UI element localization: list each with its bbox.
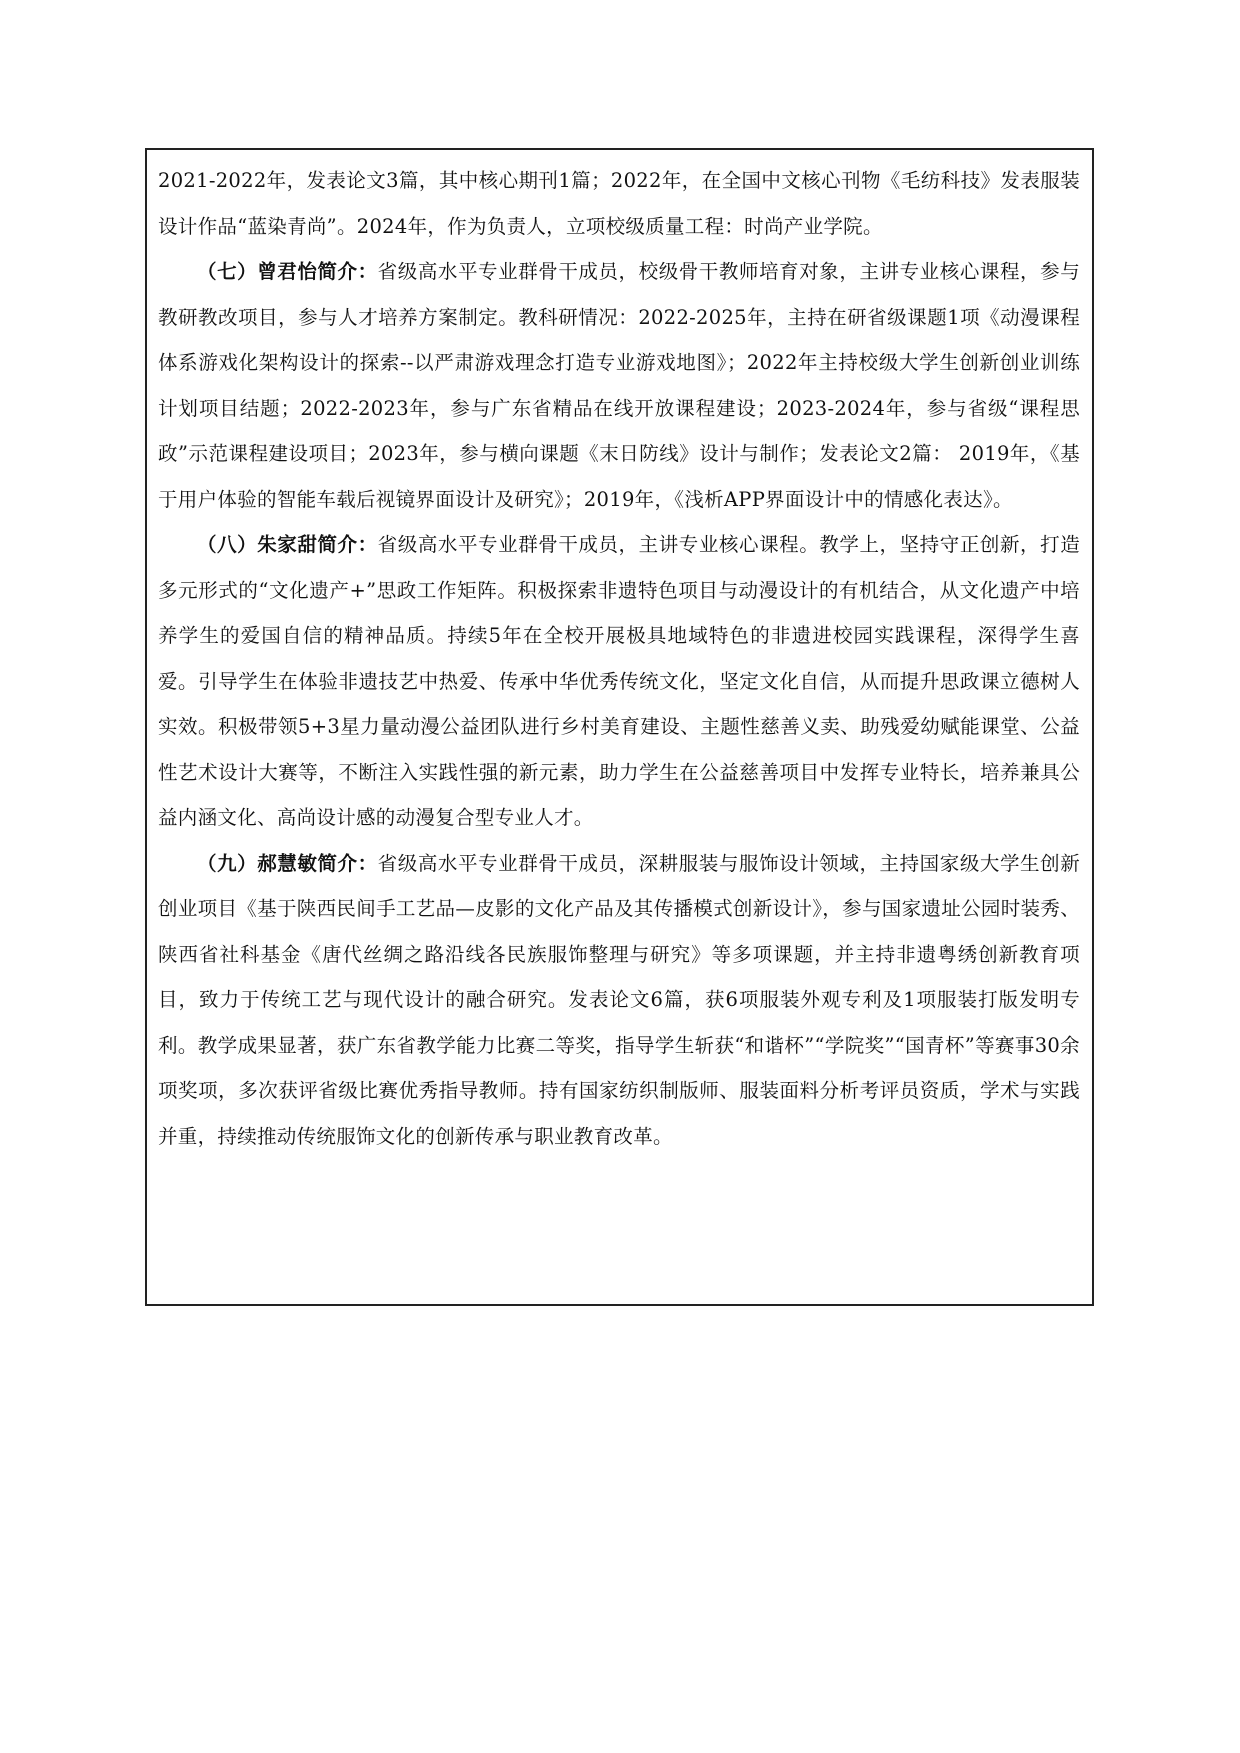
paragraph-heading: （八）朱家甜简介： <box>197 533 378 556</box>
content-table-cell <box>145 148 1094 1306</box>
paragraph-text: 2021-2022年，发表论文3篇，其中核心期刊1篇；2022年，在全国中文核心刊物《毛纺科技》发表服装设计作品“蓝染青尚”。2024年，作为负责人，立项校级质量工程：时尚产业学院。 <box>158 169 1080 238</box>
paragraph-heading: （九）郝慧敏简介： <box>197 851 378 875</box>
paragraph-text: 省级高水平专业群骨干成员，深耕服装与服饰设计领域，主持国家级大学生创新创业项目《基于陕西民间手工艺品—皮影的文化产品及其传播模式创新设计》，参与国家遗址公园时装秀、陕西省社科基金《唐代丝绸之路沿线各民族服饰整理与研究》等多项课题，并主持非遗粤绣创新教育项目，致力于传统工艺与现代设计的融合研究。发表论文6篇，获6项服装外观专利及1项服装打版发明专利。教学成果显著，获广东省教学能力比赛二等奖，指导学生斩获“和谐杯”“学院奖”“国青杯”等赛事30余项奖项，多次获评省级比赛优秀指导教师。持有国家纺织制版师、服装面料分析考评员资质，学术与实践并重，持续推动传统服饰文化的创新传承与职业教育改革。 <box>158 851 1080 1148</box>
paragraph-zeng-junyi <box>158 249 1080 522</box>
paragraph-continuation <box>158 158 1080 249</box>
paragraph-text: 省级高水平专业群骨干成员，主讲专业核心课程。教学上，坚持守正创新，打造多元形式的“文化遗产+”思政工作矩阵。积极探索非遗特色项目与动漫设计的有机结合，从文化遗产中培养学生的爱国自信的精神品质。持续5年在全校开展极具地域特色的非遗进校园实践课程，深得学生喜爱。引导学生在体验非遗技艺中热爱、传承中华优秀传统文化，坚定文化自信，从而提升思政课立德树人实效。积极带领5+3星力量动漫公益团队进行乡村美育建设、主题性慈善义卖、助残爱幼赋能课堂、公益性艺术设计大赛等，不断注入实践性强的新元素，助力学生在公益慈善项目中发挥专业特长，培养兼具公益内涵文化、高尚设计感的动漫复合型专业人才。 <box>158 533 1080 829</box>
paragraph-hao-huimin <box>158 841 1080 1160</box>
paragraph-zhu-jiatian <box>158 522 1080 841</box>
paragraph-heading: （七）曾君怡简介： <box>197 260 378 283</box>
paragraph-text: 省级高水平专业群骨干成员，校级骨干教师培育对象，主讲专业核心课程，参与教研教改项目，参与人才培养方案制定。教科研情况：2022-2025年，主持在研省级课题1项《动漫课程体系游戏化架构设计的探索--以严肃游戏理念打造专业游戏地图》；2022年主持校级大学生创新创业训练计划项目结题；2022-2023年，参与广东省精品在线开放课程建设；2023-2024年，参与省级“课程思政”示范课程建设项目；2023年，参与横向课题《末日防线》设计与制作；发表论文2篇： 2019年，《基于用户体验的智能车载后视镜界面设计及研究》；2019年，《浅析APP界面设计中的情感化表达》。 <box>158 260 1080 511</box>
